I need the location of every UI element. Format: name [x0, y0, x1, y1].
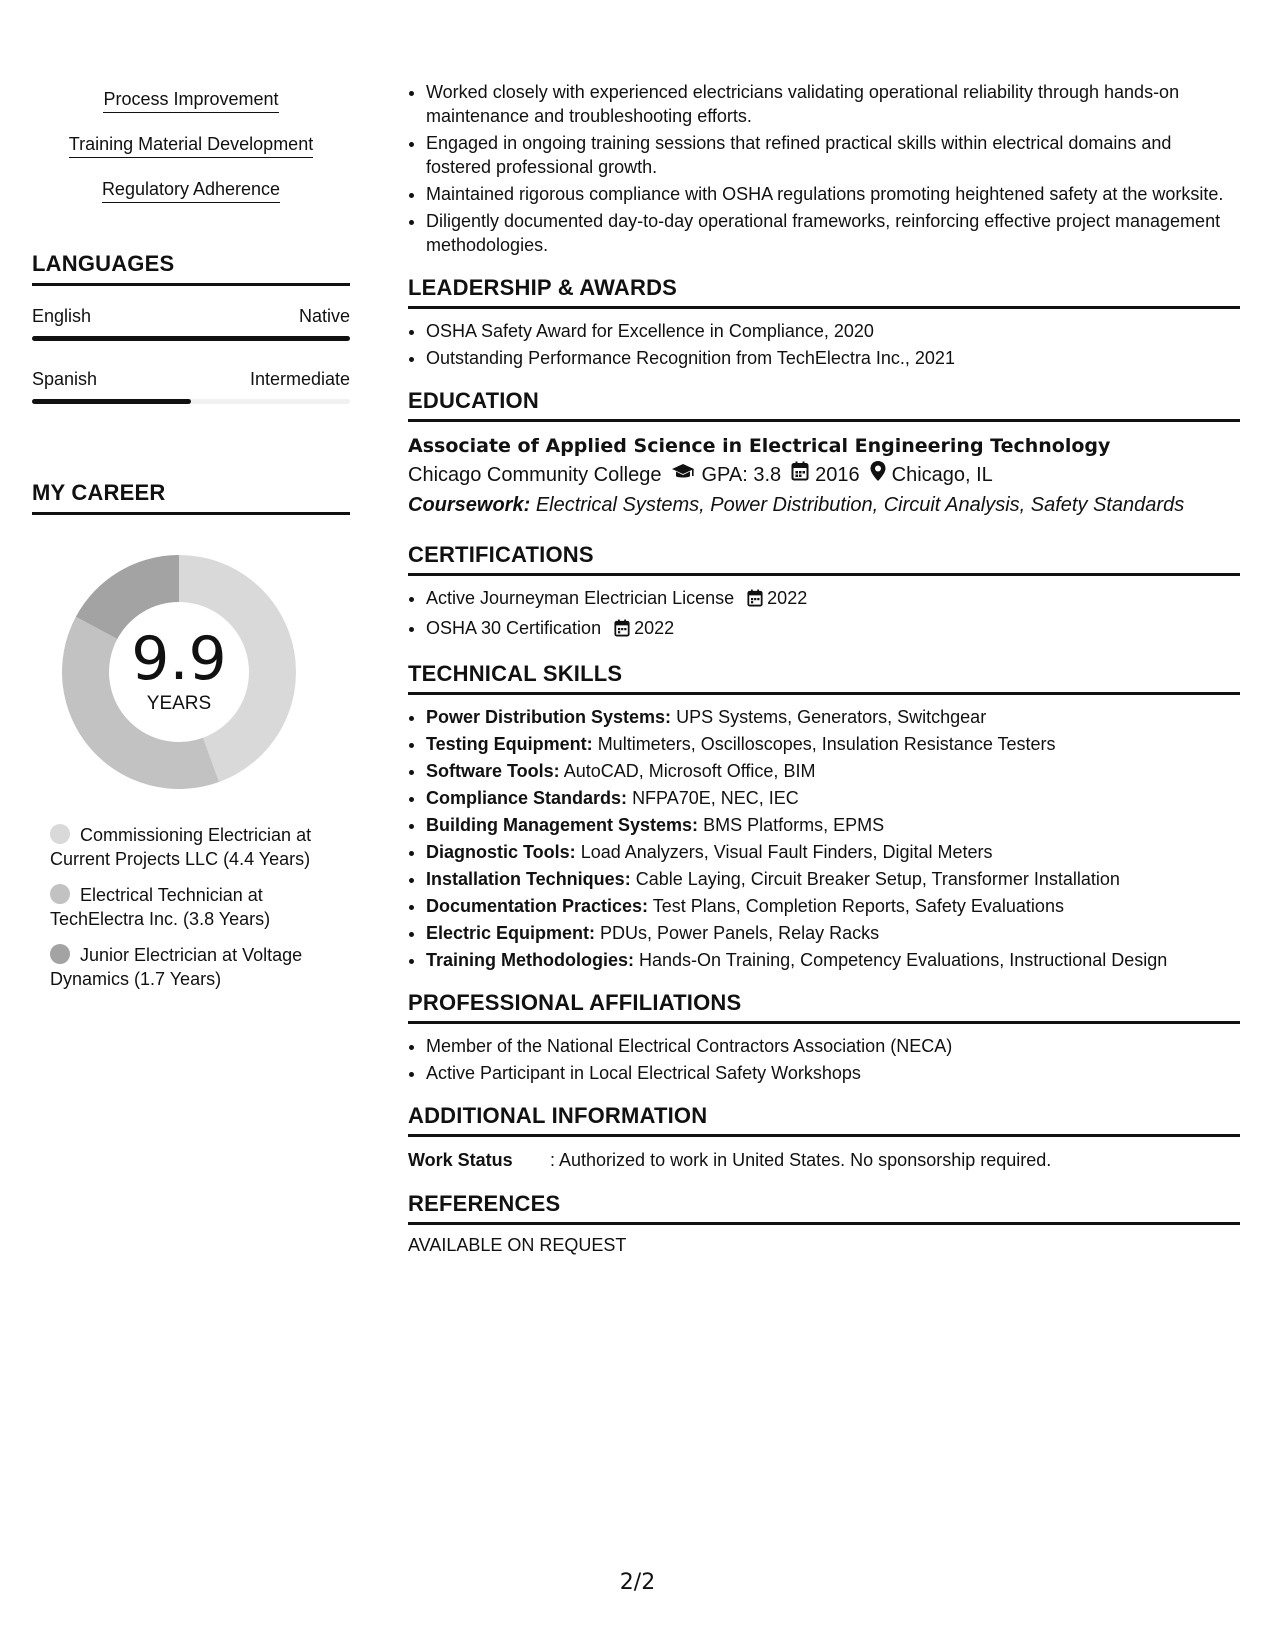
skill-value: Load Analyzers, Visual Fault Finders, Digital Meters: [580, 842, 993, 862]
skill-tags: [32, 80, 350, 215]
education-year: 2016: [815, 464, 860, 486]
awards-heading: LEADERSHIP & AWARDS: [408, 275, 1240, 309]
list-item: [426, 586, 1240, 613]
list-item: [426, 813, 1240, 837]
sidebar: [32, 80, 350, 1003]
skill-value: UPS Systems, Generators, Switchgear: [676, 707, 987, 727]
education-meta: [408, 460, 1240, 490]
list-item: • Maintained rigorous compliance with OSHA regulations promoting heightened safety at the worksite.: [426, 182, 1240, 206]
language-english: [32, 306, 350, 341]
list-item: • Outstanding Performance Recognition from TechElectra Inc., 2021: [426, 346, 1240, 370]
certifications-heading: CERTIFICATIONS: [408, 542, 1240, 576]
education-degree: Associate of Applied Science in Electrical Engineering Technology: [408, 435, 1111, 457]
language-spanish: [32, 369, 350, 404]
skill-value: Cable Laying, Circuit Breaker Setup, Transformer Installation: [635, 869, 1120, 889]
list-item: [426, 759, 1240, 783]
affiliations-heading: PROFESSIONAL AFFILIATIONS: [408, 990, 1240, 1024]
language-level: Intermediate: [249, 369, 350, 389]
skill-key: Documentation Practices:: [426, 896, 649, 916]
list-item: • Worked closely with experienced electricians validating operational reliability through hands-on maintenance and troubleshooting efforts.: [426, 80, 1240, 128]
language-proficiency-bar: [32, 336, 350, 341]
calendar-icon: [791, 460, 809, 490]
legend-dot: [50, 824, 70, 844]
list-item: [426, 867, 1240, 891]
work-status-value: : Authorized to work in United States. No sponsorship required.: [550, 1150, 1052, 1170]
list-item: • Member of the National Electrical Contractors Association (NECA): [426, 1034, 1240, 1058]
additional-info-heading: ADDITIONAL INFORMATION: [408, 1103, 1240, 1137]
language-name: Spanish: [32, 369, 98, 389]
education-coursework: [408, 490, 1240, 520]
career-total-number: 9.9: [131, 624, 227, 694]
certification-year: 2022: [634, 618, 675, 638]
list-item: [426, 840, 1240, 864]
career-legend: [50, 823, 318, 991]
skill-key: Compliance Standards:: [426, 788, 628, 808]
language-name: English: [32, 306, 92, 326]
certifications-list: [408, 586, 1240, 643]
education-gpa: GPA: 3.8: [701, 464, 782, 486]
skill-value: Hands-On Training, Competency Evaluations, Instructional Design: [639, 950, 1168, 970]
certification-year: 2022: [767, 588, 808, 608]
affiliations-list: [408, 1034, 1240, 1085]
skill-key: Electric Equipment:: [426, 923, 596, 943]
skill-value: Test Plans, Completion Reports, Safety Evaluations: [652, 896, 1064, 916]
career-legend-label: Electrical Technician at TechElectra Inc. (3.8 Years): [50, 885, 271, 929]
education-heading: EDUCATION: [408, 388, 1240, 422]
career-total: [54, 547, 304, 797]
skill-value: AutoCAD, Microsoft Office, BIM: [563, 761, 816, 781]
education-location: Chicago, IL: [891, 464, 993, 486]
language-proficiency-bar: [32, 399, 350, 404]
career-legend-item: [50, 823, 318, 871]
list-item: • Diligently documented day-to-day operational frameworks, reinforcing effective project management methodologies.: [426, 209, 1240, 257]
language-proficiency-fill: [32, 336, 350, 341]
references-text: AVAILABLE ON REQUEST: [408, 1235, 627, 1255]
list-item: [426, 894, 1240, 918]
skill-key: Building Management Systems:: [426, 815, 699, 835]
career-legend-label: Commissioning Electrician at Current Projects LLC (4.4 Years): [50, 825, 312, 869]
coursework-label: Coursework:: [408, 494, 531, 516]
skill-value: NFPA70E, NEC, IEC: [632, 788, 799, 808]
technical-skills-list: [408, 705, 1240, 972]
list-item: • OSHA Safety Award for Excellence in Compliance, 2020: [426, 319, 1240, 343]
career-legend-label: Junior Electrician at Voltage Dynamics (1.7 Years): [50, 945, 303, 989]
language-level: Native: [298, 306, 350, 326]
skill-key: Installation Techniques:: [426, 869, 631, 889]
career-legend-item: [50, 883, 318, 931]
skill-tag: Training Material Development: [69, 134, 313, 158]
legend-dot: [50, 944, 70, 964]
skill-tag: Regulatory Adherence: [102, 179, 280, 203]
list-item: [426, 786, 1240, 810]
list-item: [426, 705, 1240, 729]
skill-key: Testing Equipment:: [426, 734, 593, 754]
language-proficiency-fill: [32, 399, 191, 404]
list-item: [426, 921, 1240, 945]
career-legend-item: [50, 943, 318, 991]
main-column: [408, 80, 1240, 1256]
location-pin-icon: [870, 460, 886, 490]
list-item: [426, 616, 1240, 643]
work-status-label: Work Status: [408, 1150, 513, 1170]
page-number: 2/2: [619, 1570, 656, 1595]
graduation-cap-icon: [671, 460, 695, 490]
skill-key: Power Distribution Systems:: [426, 707, 672, 727]
list-item: [426, 732, 1240, 756]
career-total-unit: YEARS: [146, 693, 212, 714]
skill-key: Software Tools:: [426, 761, 560, 781]
education-school: Chicago Community College: [408, 464, 662, 486]
career-heading: MY CAREER: [32, 480, 350, 515]
work-status-row: [408, 1147, 1240, 1173]
coursework-value: Electrical Systems, Power Distribution, Circuit Analysis, Safety Standards: [535, 494, 1185, 516]
references-heading: REFERENCES: [408, 1191, 1240, 1225]
skill-key: Training Methodologies:: [426, 950, 634, 970]
calendar-icon: [747, 589, 763, 613]
skill-value: PDUs, Power Panels, Relay Racks: [600, 923, 880, 943]
list-item: • Active Participant in Local Electrical Safety Workshops: [426, 1061, 1240, 1085]
skill-tag: Process Improvement: [103, 89, 278, 113]
skill-value: BMS Platforms, EPMS: [703, 815, 885, 835]
technical-skills-heading: TECHNICAL SKILLS: [408, 661, 1240, 695]
certification-name: OSHA 30 Certification: [426, 618, 602, 638]
skill-value: Multimeters, Oscilloscopes, Insulation Resistance Testers: [597, 734, 1056, 754]
certification-name: Active Journeyman Electrician License: [426, 588, 735, 608]
awards-list: [408, 319, 1240, 370]
career-donut-chart: [54, 547, 304, 797]
legend-dot: [50, 884, 70, 904]
list-item: [426, 948, 1240, 972]
list-item: • Engaged in ongoing training sessions that refined practical skills within electrical domains and fostered professional growth.: [426, 131, 1240, 179]
calendar-icon: [614, 619, 630, 643]
experience-bullets: [408, 80, 1240, 257]
skill-key: Diagnostic Tools:: [426, 842, 576, 862]
languages-heading: LANGUAGES: [32, 251, 350, 286]
